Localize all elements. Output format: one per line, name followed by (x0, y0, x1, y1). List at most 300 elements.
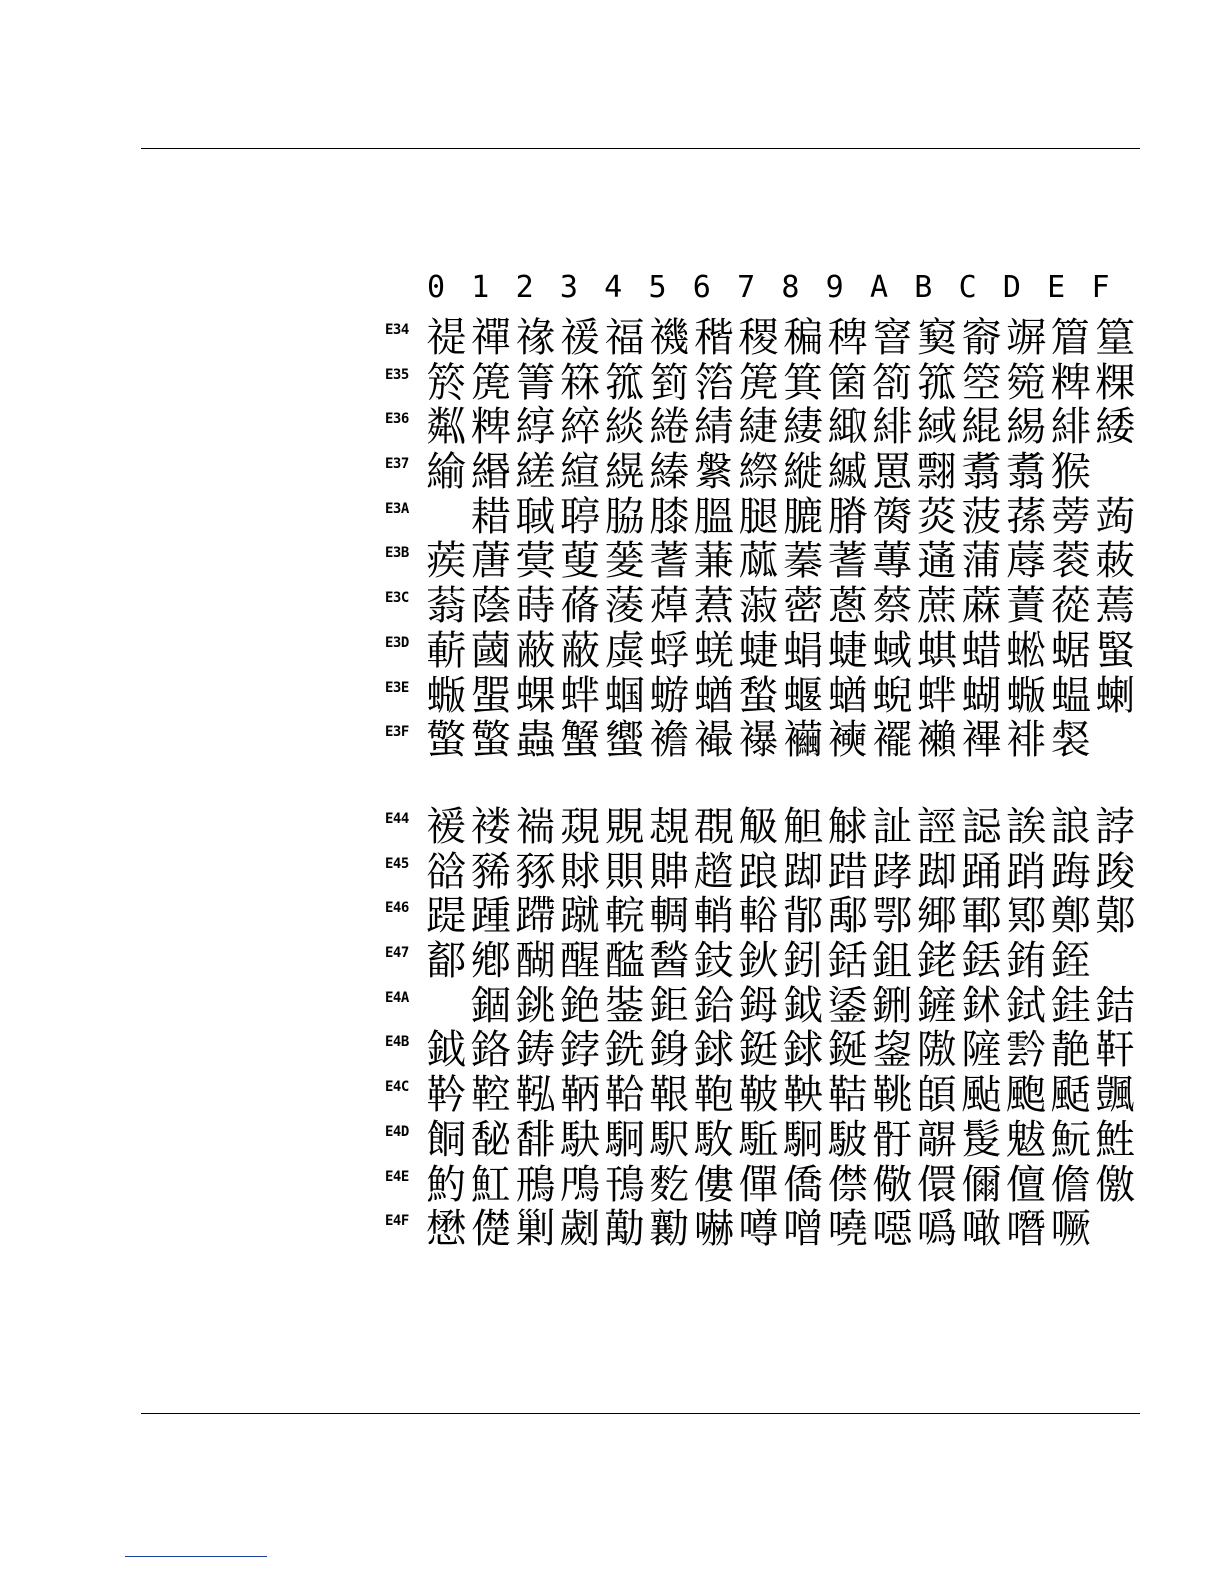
glyph-cell: 鞆 (560, 1073, 601, 1118)
glyph-cell: 蒡 (1050, 494, 1091, 539)
glyph-cell: 鋍 (560, 1028, 601, 1073)
glyph-cell: 襊 (693, 718, 734, 763)
glyph-cell: 銶 (783, 1028, 824, 1073)
glyph-cell: 蓛 (1095, 539, 1136, 584)
glyph-cell: 緂 (604, 405, 645, 450)
row-code-label: E3F (385, 724, 409, 741)
glyph-cell: 踋 (783, 849, 824, 894)
glyph-cell: 聝 (515, 494, 556, 539)
glyph-cell: 噘 (1050, 1207, 1091, 1252)
glyph-cell: 蓐 (1006, 539, 1047, 584)
glyph-cell: 颳 (1050, 1073, 1091, 1118)
glyph-cell: 踋 (916, 849, 957, 894)
glyph-cell: 蝈 (604, 673, 645, 718)
glyph-cell: 蒺 (426, 539, 467, 584)
glyph-cell: 颽 (1095, 1073, 1136, 1118)
row-code-label: E3C (385, 590, 409, 607)
glyph-cell: 醒 (560, 939, 601, 984)
glyph-cell: 鋈 (827, 983, 868, 1028)
column-header-3: 3 (559, 270, 578, 305)
glyph-cell (424, 495, 469, 539)
glyph-cell: 誏 (1050, 805, 1091, 849)
glyph-cell: 踃 (1006, 849, 1047, 894)
glyph-cell: 踇 (1050, 849, 1091, 894)
glyph-cell: 箢 (1006, 360, 1047, 405)
glyph-cell: 窫 (916, 316, 957, 360)
glyph-cell: 蓘 (1050, 539, 1091, 584)
footnote-rule (125, 1556, 267, 1557)
glyph-cell: 膃 (693, 494, 734, 539)
glyph-cell: 蜞 (916, 628, 957, 673)
row-code-label: E36 (385, 411, 409, 428)
glyph-cell: 靬 (1095, 1028, 1136, 1073)
row-code-label: E4A (385, 989, 409, 1006)
glyph-cell: 鈏 (783, 939, 824, 984)
column-header-e: E (1047, 270, 1066, 305)
glyph-cell: 儋 (1050, 1162, 1091, 1207)
glyph-cell: 儞 (961, 1162, 1002, 1207)
glyph-cell: 稗 (827, 316, 868, 360)
glyph-cell: 縰 (783, 450, 824, 495)
glyph-cell: 鄭 (1050, 894, 1091, 939)
glyph-cell: 縥 (649, 450, 690, 495)
glyph-cell: 颮 (1006, 1073, 1047, 1118)
glyph-cell: 鞁 (738, 1073, 779, 1118)
glyph-cell (1093, 718, 1138, 762)
glyph-cell: 髜 (916, 1117, 957, 1162)
glyph-cell: 箘 (827, 360, 868, 405)
glyph-cell: 豩 (515, 849, 556, 894)
glyph-cell (424, 984, 469, 1028)
glyph-cell: 禐 (560, 316, 601, 360)
glyph-cell: 箎 (470, 360, 511, 405)
glyph-cell: 靘 (1050, 1028, 1091, 1073)
column-header-9: 9 (825, 270, 844, 305)
glyph-cell: 輍 (738, 894, 779, 939)
glyph-cell: 箛 (604, 360, 645, 405)
glyph-cell: 鄅 (827, 894, 868, 939)
glyph-cell: 蔊 (649, 584, 690, 629)
glyph-cell: 鳱 (604, 1162, 645, 1207)
glyph-cell: 蝲 (1095, 673, 1136, 718)
glyph-cell: 鞎 (649, 1073, 690, 1118)
glyph-cell: 駈 (738, 1117, 779, 1162)
glyph-cell: 鏟 (916, 983, 957, 1028)
glyph-cell: 馝 (470, 1117, 511, 1162)
glyph-cell: 鄆 (961, 894, 1002, 939)
glyph-cell: 噂 (738, 1207, 779, 1252)
glyph-cell: 蔴 (961, 584, 1002, 629)
glyph-cell: 窨 (872, 316, 913, 360)
glyph-cell: 蔮 (470, 628, 511, 673)
glyph-cell: 褛 (470, 805, 511, 849)
glyph-cell: 鄁 (783, 894, 824, 939)
glyph-cell: 駅 (649, 1117, 690, 1162)
glyph-cell: 噉 (961, 1207, 1002, 1252)
glyph-cell: 魭 (1050, 1117, 1091, 1162)
glyph-cell: 蔗 (916, 584, 957, 629)
glyph-cell: 菠 (961, 494, 1002, 539)
glyph-cell: 蒲 (961, 539, 1002, 584)
glyph-cell: 鳽 (515, 1162, 556, 1207)
row-code-label: E34 (385, 322, 409, 338)
glyph-cell: 褑 (426, 805, 467, 849)
glyph-cell: 蓪 (916, 539, 957, 584)
glyph-cell: 鄍 (1006, 894, 1047, 939)
glyph-cell: 鞚 (470, 1073, 511, 1118)
row-code-label: E35 (385, 366, 409, 383)
glyph-cell: 錮 (470, 983, 511, 1028)
glyph-cell: 蓍 (827, 539, 868, 584)
row-code-label: E45 (385, 855, 409, 872)
glyph-cell: 緋 (1050, 405, 1091, 450)
glyph-cell: 蹴 (560, 894, 601, 939)
glyph-cell: 鉧 (738, 983, 779, 1028)
glyph-cell: 銛 (827, 939, 868, 984)
glyph-cell: 蓏 (738, 539, 779, 584)
glyph-cell: 鄚 (1095, 894, 1136, 939)
row-code-label: E3E (385, 679, 409, 696)
glyph-cell: 踊 (961, 849, 1002, 894)
glyph-cell: 脇 (604, 494, 645, 539)
glyph-cell: 縨 (604, 450, 645, 495)
row-code-label: E46 (385, 900, 409, 917)
glyph-cell: 踆 (1095, 849, 1136, 894)
glyph-cell: 縬 (827, 450, 868, 495)
glyph-cell: 鞊 (827, 1073, 868, 1118)
glyph-cell: 篃 (1050, 316, 1091, 360)
glyph-cell: 劌 (560, 1207, 601, 1252)
glyph-cell: 緆 (1006, 405, 1047, 450)
glyph-cell: 賗 (649, 849, 690, 894)
glyph-cell: 猴 (1050, 450, 1091, 495)
glyph-cell: 竮 (1006, 316, 1047, 360)
glyph-cell: 粼 (426, 405, 467, 450)
column-header-2: 2 (515, 270, 534, 305)
glyph-cell: 蓂 (515, 539, 556, 584)
glyph-cell: 銪 (1006, 939, 1047, 984)
glyph-cell: 縏 (693, 450, 734, 495)
glyph-cell: 蓁 (783, 539, 824, 584)
glyph-cell: 綷 (560, 405, 601, 450)
glyph-cell: 蝤 (827, 673, 868, 718)
glyph-cell: 蜡 (961, 628, 1002, 673)
glyph-cell: 輖 (649, 894, 690, 939)
glyph-cell: 覞 (604, 805, 645, 849)
glyph-cell: 蔶 (1006, 584, 1047, 629)
glyph-cell: 鋋 (827, 1028, 868, 1073)
column-header-b: B (914, 270, 933, 305)
glyph-cell (1093, 1207, 1138, 1251)
glyph-cell: 蓨 (560, 584, 601, 629)
glyph-cell: 縇 (560, 450, 601, 495)
glyph-cell: 蠁 (604, 718, 645, 763)
glyph-cell: 輐 (604, 894, 645, 939)
glyph-cell: 踍 (872, 849, 913, 894)
glyph-cell: 蓴 (872, 539, 913, 584)
glyph-cell: 踵 (470, 894, 511, 939)
glyph-cell: 駉 (604, 1117, 645, 1162)
glyph-cell: 懋 (426, 1207, 467, 1252)
glyph-cell: 緄 (961, 405, 1002, 450)
glyph-cell: 髲 (961, 1117, 1002, 1162)
glyph-cell: 頧 (916, 1073, 957, 1118)
glyph-cell: 窬 (961, 316, 1002, 360)
glyph-cell: 罳 (872, 450, 913, 495)
glyph-cell: 鞃 (515, 1073, 556, 1118)
row-code-label: E47 (385, 945, 409, 962)
glyph-cell: 僤 (738, 1162, 779, 1207)
row-code-label: E3B (385, 545, 409, 562)
glyph-cell: 賏 (604, 849, 645, 894)
glyph-cell: 鞄 (693, 1073, 734, 1118)
glyph-cell: 魡 (426, 1162, 467, 1207)
glyph-cell: 箌 (649, 360, 690, 405)
glyph-cell: 禨 (649, 316, 690, 360)
glyph-cell: 襫 (827, 718, 868, 763)
glyph-cell: 踖 (827, 849, 868, 894)
glyph-cell: 駉 (783, 1117, 824, 1162)
glyph-cell: 褍 (515, 805, 556, 849)
glyph-cell: 銈 (1050, 983, 1091, 1028)
glyph-cell: 稨 (783, 316, 824, 360)
glyph-cell: 鉞 (783, 983, 824, 1028)
glyph-cell: 緀 (783, 405, 824, 450)
glyph-cell: 蜰 (470, 673, 511, 718)
glyph-cell: 霒 (1006, 1028, 1047, 1073)
glyph-cell: 醓 (604, 939, 645, 984)
glyph-cell: 蓯 (1050, 584, 1091, 629)
glyph-cell: 誋 (961, 805, 1002, 849)
column-header-f: F (1091, 270, 1110, 305)
row-code-label: E4C (385, 1079, 409, 1096)
glyph-cell: 蟲 (515, 718, 556, 763)
glyph-cell: 蝂 (426, 673, 467, 718)
glyph-cell: 銩 (961, 939, 1002, 984)
glyph-cell: 蜣 (693, 628, 734, 673)
glyph-cell: 菼 (916, 494, 957, 539)
glyph-cell (1093, 450, 1138, 494)
glyph-cell: 鉞 (426, 1028, 467, 1073)
glyph-cell: 裶 (1006, 718, 1047, 763)
glyph-cell: 稭 (693, 316, 734, 360)
glyph-cell: 踉 (738, 849, 779, 894)
glyph-cell: 銡 (1095, 983, 1136, 1028)
glyph-cell: 覠 (693, 805, 734, 849)
glyph-cell: 蝹 (1050, 673, 1091, 718)
glyph-cell: 蓊 (426, 584, 467, 629)
glyph-cell: 蜺 (872, 673, 913, 718)
column-header-4: 4 (604, 270, 623, 305)
glyph-cell: 箈 (693, 360, 734, 405)
glyph-cell: 噅 (916, 1207, 957, 1252)
glyph-cell: 蓃 (560, 539, 601, 584)
glyph-cell: 蓌 (604, 539, 645, 584)
glyph-cell: 谽 (426, 849, 467, 894)
glyph-cell: 禪 (470, 316, 511, 360)
glyph-cell: 僂 (693, 1162, 734, 1207)
glyph-cell: 蒔 (515, 584, 556, 629)
glyph-cell: 銵 (649, 1028, 690, 1073)
glyph-cell: 膝 (649, 494, 690, 539)
glyph-cell: 縩 (738, 450, 779, 495)
glyph-cell: 觛 (783, 805, 824, 849)
glyph-cell: 嚇 (693, 1207, 734, 1252)
glyph-cell: 鋳 (515, 1028, 556, 1073)
bottom-rule (141, 1413, 1140, 1414)
glyph-cell: 鉻 (470, 1028, 511, 1073)
glyph-cell: 蹛 (515, 894, 556, 939)
glyph-cell: 鉥 (961, 983, 1002, 1028)
glyph-cell: 銺 (604, 983, 645, 1028)
glyph-cell: 銶 (693, 1028, 734, 1073)
glyph-cell: 噁 (872, 1207, 913, 1252)
glyph-cell: 緌 (1095, 405, 1136, 450)
glyph-cell: 訨 (872, 805, 913, 849)
glyph-cell: 膌 (827, 494, 868, 539)
glyph-cell: 覝 (560, 805, 601, 849)
row-code-label: E4E (385, 1168, 409, 1185)
glyph-cell: 儃 (1006, 1162, 1047, 1207)
glyph-cell: 蝣 (649, 673, 690, 718)
glyph-cell: 襜 (649, 718, 690, 763)
glyph-cell: 粿 (1095, 360, 1136, 405)
glyph-cell: 翥 (961, 450, 1002, 495)
glyph-cell: 儌 (1095, 1162, 1136, 1207)
glyph-cell: 蜨 (738, 628, 779, 673)
glyph-cell: 醔 (649, 939, 690, 984)
glyph-cell: 鄊 (916, 894, 957, 939)
glyph-cell: 緰 (426, 450, 467, 495)
glyph-cell: 鈥 (738, 939, 779, 984)
glyph-cell: 襰 (916, 718, 957, 763)
glyph-cell: 鞈 (604, 1073, 645, 1118)
glyph-cell: 鈘 (693, 939, 734, 984)
glyph-cell: 箕 (783, 360, 824, 405)
glyph-cell: 觩 (827, 805, 868, 849)
glyph-cell: 鄐 (426, 939, 467, 984)
glyph-cell: 蟹 (560, 718, 601, 763)
glyph-cell: 輎 (693, 894, 734, 939)
glyph-cell: 鳲 (560, 1162, 601, 1207)
row-code-label: E37 (385, 456, 409, 473)
glyph-cell: 嘵 (827, 1207, 868, 1252)
glyph-cell: 趦 (693, 849, 734, 894)
glyph-cell: 蝘 (783, 673, 824, 718)
glyph-cell: 鄂 (872, 894, 913, 939)
glyph-cell: 蝆 (560, 673, 601, 718)
glyph-cell: 鞅 (783, 1073, 824, 1118)
glyph-cell: 鉶 (872, 983, 913, 1028)
glyph-cell: 禒 (515, 316, 556, 360)
column-header-c: C (958, 270, 977, 305)
row-code-label: E3A (385, 500, 409, 517)
glyph-cell: 箐 (515, 360, 556, 405)
glyph-cell: 蟼 (470, 718, 511, 763)
glyph-cell: 箛 (916, 360, 957, 405)
glyph-cell: 箊 (426, 360, 467, 405)
glyph-cell: 駇 (693, 1117, 734, 1162)
glyph-cell: 聤 (560, 494, 601, 539)
row-code-label: E44 (385, 811, 409, 827)
glyph-cell: 蔤 (783, 584, 824, 629)
top-rule (141, 148, 1140, 149)
glyph-cell: 觙 (738, 805, 779, 849)
glyph-cell: 鋌 (738, 1028, 779, 1073)
glyph-cell: 蔪 (426, 628, 467, 673)
glyph-cell: 耤 (470, 494, 511, 539)
glyph-cell: 僑 (783, 1162, 824, 1207)
glyph-cell: 襮 (738, 718, 779, 763)
glyph-cell: 縒 (515, 450, 556, 495)
glyph-cell: 蝤 (693, 673, 734, 718)
glyph-cell: 綪 (693, 405, 734, 450)
glyph-cell: 麧 (649, 1162, 690, 1207)
glyph-cell: 銠 (916, 939, 957, 984)
glyph-cell: 鉿 (693, 983, 734, 1028)
glyph-cell: 福 (604, 316, 645, 360)
glyph-cell: 覟 (649, 805, 690, 849)
glyph-cell: 蜸 (1095, 628, 1136, 673)
row-code-label: E4F (385, 1213, 409, 1230)
glyph-cell: 蓍 (649, 539, 690, 584)
column-header-5: 5 (648, 270, 667, 305)
glyph-cell: 箎 (738, 360, 779, 405)
column-header-1: 1 (471, 270, 490, 305)
glyph-cell: 蒟 (1095, 494, 1136, 539)
glyph-cell: 緡 (470, 450, 511, 495)
glyph-cell: 緁 (738, 405, 779, 450)
glyph-cell: 勷 (649, 1207, 690, 1252)
glyph-cell: 襺 (783, 718, 824, 763)
column-header-0: 0 (426, 270, 446, 305)
glyph-cell: 虡 (604, 628, 645, 673)
glyph-cell: 襅 (961, 718, 1002, 763)
glyph-cell: 蓎 (470, 539, 511, 584)
glyph-cell: 銍 (1050, 939, 1091, 984)
glyph-cell: 駊 (827, 1117, 868, 1162)
glyph-cell: 踶 (426, 894, 467, 939)
glyph-cell: 蔡 (872, 584, 913, 629)
glyph-cell: 蝴 (961, 673, 1002, 718)
glyph-cell: 噌 (783, 1207, 824, 1252)
glyph-cell: 餇 (426, 1117, 467, 1162)
glyph-cell: 腿 (738, 494, 779, 539)
glyph-cell: 隞 (916, 1028, 957, 1073)
glyph-cell: 蒹 (693, 539, 734, 584)
glyph-cell: 骬 (872, 1117, 913, 1162)
glyph-cell: 蜨 (827, 628, 868, 673)
glyph-cell: 魟 (470, 1162, 511, 1207)
glyph-cell: 緋 (872, 405, 913, 450)
glyph-cell: 蔥 (827, 584, 868, 629)
row-code-label: E4D (385, 1123, 409, 1140)
glyph-cell: 駃 (560, 1117, 601, 1162)
glyph-cell: 緅 (827, 405, 868, 450)
glyph-cell: 箖 (560, 360, 601, 405)
glyph-cell: 誒 (1006, 805, 1047, 849)
column-header-8: 8 (781, 270, 800, 305)
glyph-cell: 蓀 (1006, 494, 1047, 539)
glyph-cell: 蔽 (560, 628, 601, 673)
glyph-cell: 綧 (515, 405, 556, 450)
glyph-cell: 篂 (1095, 316, 1136, 360)
glyph-cell: 銑 (604, 1028, 645, 1073)
glyph-cell: 緎 (916, 405, 957, 450)
glyph-cell: 粺 (1050, 360, 1091, 405)
glyph-cell: 儆 (872, 1162, 913, 1207)
glyph-cell: 豨 (470, 849, 511, 894)
